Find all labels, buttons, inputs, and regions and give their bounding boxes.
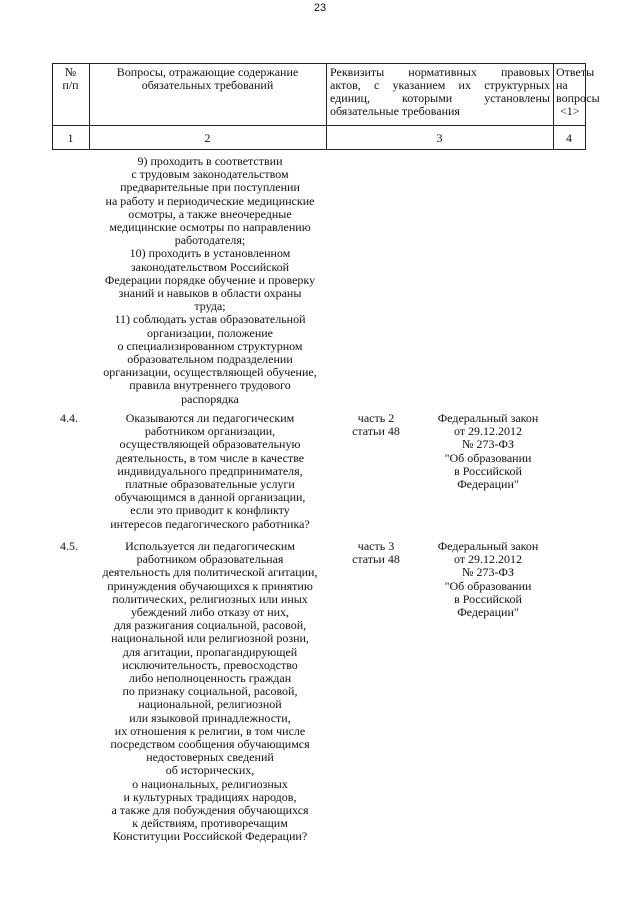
continuation-line: осмотры, а также внеочередные [128, 206, 292, 221]
column-number: 4 [566, 131, 572, 145]
question-line: деятельность, в том числе в качестве [115, 450, 305, 465]
question-line: по признаку социальной, расовой, [122, 684, 298, 699]
header-answers [556, 65, 600, 118]
header-answers-line: Ответы [556, 65, 595, 79]
header-num-line: № [64, 65, 77, 79]
question-line: платные образовательные услуги [125, 477, 295, 492]
law-line: № 273-ФЗ [462, 437, 514, 452]
question-line: Оказываются ли педагогическим [125, 411, 295, 425]
header-requisites-line: актов, с указанием их структурных [330, 78, 550, 92]
law-line: в Российской [454, 463, 522, 478]
question-line: убеждений либо отказу от них, [130, 605, 290, 620]
question-line: Конституции Российской Федерации? [112, 829, 308, 844]
question-line: посредством сообщения обучающимся [110, 737, 310, 752]
continuation-line: правила внутреннего трудового [129, 378, 291, 393]
question-line: недостоверных сведений [146, 750, 274, 765]
continuation-line: знаний и навыков в области охраны [118, 286, 302, 301]
header-answers-line: <1> [560, 104, 580, 118]
header-requisites [330, 66, 550, 118]
continuation-line: организации, осуществляющей обучение, [103, 365, 317, 380]
question-text [89, 540, 331, 844]
question-line: работником организации, [144, 424, 276, 439]
header-requisites-line: Реквизиты нормативных правовых [330, 65, 550, 79]
law-line: в Российской [454, 591, 522, 606]
question-line: деятельность для политической агитации, [102, 565, 318, 580]
question-line: национальной, религиозной [138, 697, 282, 712]
header-divider [52, 125, 586, 126]
article-ref [336, 412, 416, 438]
law-line: № 273-ФЗ [462, 565, 514, 580]
header-num [52, 66, 89, 92]
continuation-line: образовательном подразделении [127, 352, 293, 367]
continuation-text [89, 155, 331, 406]
question-line: принуждения обучающихся к принятию [107, 578, 313, 593]
continuation-line: 9) проходить в соответствии [137, 154, 283, 168]
question-line: для агитации, пропагандирующей [122, 644, 298, 659]
row-number: 4.4. [60, 411, 78, 425]
law-line: Федерации" [457, 477, 519, 492]
law-line: Федеральный закон [437, 539, 539, 553]
question-line: если это приводит к конфликту [130, 503, 290, 518]
header-answers-line: на [556, 78, 568, 92]
header-answers-line: вопросы [556, 91, 600, 105]
continuation-line: медицинские осмотры по направлению [109, 220, 311, 235]
question-line: осуществляющей образовательную [119, 437, 301, 452]
law-line: Федеральный закон [437, 411, 539, 425]
header-requisites-line: обязательные требования [330, 104, 460, 118]
header-requisites-line: единиц, которыми установлены [330, 91, 550, 105]
continuation-line: 10) проходить в установленном [129, 246, 291, 261]
question-line: интересов педагогического работника? [110, 516, 310, 531]
continuation-line: Федерации порядке обучение и проверку [104, 272, 316, 287]
question-line: об исторических, [165, 763, 255, 778]
question-line: обучающимся в данной организации, [114, 490, 306, 505]
column-number: 1 [67, 131, 74, 145]
column-number: 3 [436, 131, 443, 145]
header-num-line: п/п [62, 78, 79, 92]
law-ref [418, 412, 558, 491]
law-line: от 29.12.2012 [453, 424, 523, 439]
question-line: исключительность, превосходство [122, 657, 298, 672]
question-line: к действиям, противоречащим [132, 816, 288, 831]
continuation-line: 11) соблюдать устав образовательной [114, 312, 306, 327]
table-top-border [52, 63, 586, 64]
article-line: статьи 48 [352, 552, 400, 567]
continuation-line: о специализированном структурном [117, 338, 303, 353]
continuation-line: распорядка [181, 391, 239, 406]
question-text [89, 412, 331, 531]
row-number: 4.5. [60, 539, 78, 553]
law-line: "Об образовании [444, 450, 532, 465]
column-number-divider [52, 149, 586, 150]
column-number: 2 [204, 131, 211, 145]
law-ref [418, 540, 558, 619]
article-line: статьи 48 [352, 424, 400, 439]
article-ref [336, 540, 416, 566]
page-number: 23 [313, 2, 327, 14]
question-line: о национальных, религиозных [132, 776, 288, 791]
continuation-line: с трудовым законодательством [131, 167, 289, 182]
continuation-line: организации, положение [146, 325, 273, 340]
continuation-line: законодательством Российской [130, 259, 290, 274]
question-line: либо неполноценность граждан [128, 671, 292, 686]
question-line: работником образовательная [136, 552, 284, 567]
question-line: национальной или религиозной розни, [111, 631, 309, 646]
question-line: политических, религиозных или иных [112, 591, 308, 606]
question-line: Используется ли педагогическим [125, 539, 295, 553]
continuation-line: труда; [194, 299, 226, 314]
question-line: для разжигания социальной, расовой, [113, 618, 307, 633]
continuation-line: предварительные при поступлении [120, 180, 300, 195]
law-line: от 29.12.2012 [453, 552, 523, 567]
question-line: их отношения к религии, в том числе [114, 723, 306, 738]
article-line: часть 3 [357, 539, 395, 553]
law-line: Федерации" [457, 605, 519, 620]
article-line: часть 2 [357, 411, 395, 425]
law-line: "Об образовании [444, 578, 532, 593]
question-line: или языковой принадлежности, [129, 710, 291, 725]
header-questions [89, 66, 326, 92]
header-questions-line: обязательных требований [141, 78, 274, 92]
continuation-line: на работу и периодические медицинские [105, 193, 315, 208]
question-line: и культурных традициях народов, [123, 789, 297, 804]
continuation-line: работодателя; [174, 233, 246, 248]
question-line: а также для побуждения обучающихся [111, 803, 309, 818]
header-questions-line: Вопросы, отражающие содержание [116, 65, 299, 79]
question-line: индивидуального предпринимателя, [117, 463, 303, 478]
